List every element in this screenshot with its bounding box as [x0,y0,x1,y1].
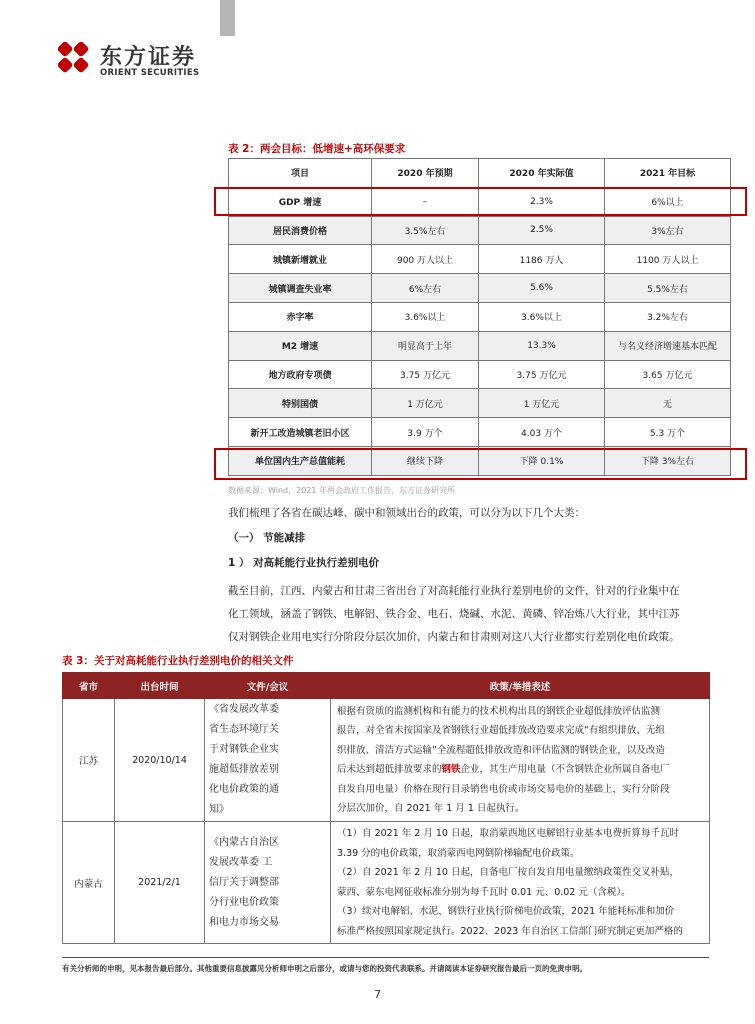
table3-header: 省市 [63,673,115,699]
table2-item-cell: 特别国债 [229,389,372,418]
table3-row-neimenggu [63,822,710,944]
policy-line: 报告，对全省未按国家及省钢铁行业超低排放改造要求完成“有组织排放、无组 [337,725,665,736]
table2-header: 2020 年实际值 [479,159,605,188]
table3 [62,672,710,944]
table2-value-cell: 5.6% [479,274,605,303]
table2-value-cell: 3.5%左右 [372,216,479,245]
policy-line: 织排放、清洁方式运输”全流程超低排放改造和评估监测的钢铁企业，以及改造 [337,744,665,756]
table2-title: 表 2：两会目标：低增速+高环保要求 [228,143,406,155]
table3-row-jiangsu [63,699,710,822]
table2-item-cell: M2 增速 [229,331,372,360]
table2-value-cell: 3.6%以上 [479,302,605,331]
table2-value-cell: 13.3% [479,331,605,360]
document-line: 分行业电价政策 [209,896,279,908]
table2-value-cell: 无 [605,389,731,418]
table2-value-cell: 6%以上 [605,187,731,216]
table2-value-cell: 下降 3%左右 [605,446,731,475]
policy-line: 根据有资质的监测机构和有能力的技术机构出具的钢铁企业超低排放评估监测 [337,705,661,717]
document-line: 发展改革委 工 [209,856,273,868]
policy-cell [331,822,710,944]
policy-line: 自发自用电量）价格在现行目录销售电价或市场交易电价的基础上，实行分阶段 [337,783,670,795]
table2-header: 2020 年预期 [372,159,479,188]
table2-item-cell: 城镇调查失业率 [229,274,372,303]
table2-value-cell: 3%左右 [605,216,731,245]
brand-logo [54,38,224,82]
energy-highlight-box [214,448,747,480]
subsection-heading: 1 ） 对高耗能行业执行差别电价 [228,557,380,569]
table2-value-cell: 3.6%以上 [372,302,479,331]
policy-line: 蒙西、蒙东电网征收标准分别为每千瓦时 0.01 元、0.02 元（含税）。 [337,886,631,898]
document-line: 和电力市场交易 [209,916,279,928]
table3-header: 文件/会议 [205,673,331,699]
table2-item-cell: 单位国内生产总值能耗 [229,446,372,475]
table2-value-cell: 6%左右 [372,274,479,303]
policy-text: 后未达到超低排放要求的 [337,764,442,775]
table2-value-cell: 与名义经济增速基本匹配 [605,331,731,360]
province-cell: 江苏 [63,699,115,822]
table2-row [229,245,731,274]
body-paragraph-line: 截至目前，江西、内蒙古和甘肃三省出台了对高耗能行业执行差别电价的文件，针对的行业集中在 [228,585,680,597]
table2-header: 项目 [229,159,372,188]
document-line: 化电价政策的通 [209,784,279,795]
header-gray-bar [220,0,235,36]
intro-paragraph: 我们梳理了各省在碳达峰、碳中和领域出台的政策，可以分为以下几个大类： [228,507,585,519]
footer-disclaimer: 有关分析师的申明，见本报告最后部分。其他重要信息披露见分析师申明之后部分，或请与您的投资代表联系。并请阅读本证券研究报告最后一页的免责申明。 [62,964,587,973]
policy-line: 标准严格按照国家规定执行。2022、2023 年自治区工信部门研究制定更加严格的 [337,925,683,937]
table3-header: 出台时间 [115,673,205,699]
page-number: 7 [374,988,381,1001]
table2-row [229,331,731,360]
logo-chinese-name: 东方证券 [100,45,197,70]
document-cell [205,699,331,822]
policy-text: 企业，其生产用电量（不含钢铁企业所属自备电厂 [460,764,670,775]
policy-line: 分层次加价，自 2021 年 1 月 1 日起执行。 [337,803,525,814]
policy-line: （3）续对电解铝、水泥、钢铁行业执行阶梯电价政策，2021 年能耗标准和加价 [337,906,675,917]
document-line: 省生态环境厅关 [209,724,279,735]
footer-divider [62,957,709,958]
orient-logo-icon [54,38,92,76]
table2-value-cell: 5.5%左右 [605,274,731,303]
table2-value-cell: 3.2%左右 [605,302,731,331]
table2-row [229,418,731,447]
policy-cell [331,699,710,822]
table2-value-cell: 1100 万人以上 [605,245,731,274]
date-cell: 2021/2/1 [115,822,205,944]
table2-row [229,360,731,389]
document-line: 信厅关于调整部 [209,876,279,888]
table2-item-cell: 城镇新增就业 [229,245,372,274]
document-line: 知》 [209,804,229,815]
table2-value-cell: 3.75 万亿元 [479,360,605,389]
document-line: 于对钢铁企业实 [209,744,279,755]
logo-english-name: ORIENT SECURITIES [100,68,200,78]
table2-value-cell: 3.75 万亿元 [372,360,479,389]
highlighted-keyword: 钢铁 [441,764,461,775]
table2-item-cell: 居民消费价格 [229,216,372,245]
table2-value-cell: 2.3% [479,187,605,216]
table3-title: 表 3：关于对高耗能行业执行差别电价的相关文件 [62,655,294,667]
table2-item-cell: GDP 增速 [229,187,372,216]
document-cell [205,822,331,944]
table2-value-cell: 4.03 万个 [479,418,605,447]
section-heading: （一） 节能减排 [228,532,306,544]
table2-header: 2021 年目标 [605,159,731,188]
table3-header: 政策/举措表述 [331,673,710,699]
province-cell: 内蒙古 [63,822,115,944]
table2-value-cell: 1 万亿元 [479,389,605,418]
table2-value-cell: 3.65 万亿元 [605,360,731,389]
table2-value-cell: 1 万亿元 [372,389,479,418]
policy-line: （2）自 2021 年 2 月 10 日起，自备电厂按自发自用电量缴纳政策性交叉补贴， [337,867,679,878]
table2-value-cell: 继续下降 [372,446,479,475]
gdp-highlight-box [214,187,747,216]
table2-row [229,389,731,418]
table2-item-cell: 新开工改造城镇老旧小区 [229,418,372,447]
body-paragraph-line: 仅对钢铁企业用电实行分阶段分层次加价，内蒙古和甘肃则对这八大行业都实行差别化电价政策。 [228,631,680,643]
table2-value-cell: – [372,187,479,216]
table2-header-row [229,159,731,188]
table3-header-row [63,673,710,699]
table2-row [229,302,731,331]
table2-value-cell: 5.3 万个 [605,418,731,447]
table2-source: 数据来源：Wind，2021 年两会政府工作报告，东方证券研究所 [228,486,456,495]
table2-value-cell: 2.5% [479,216,605,245]
policy-line: 3.39 分的电价政策，取消蒙西电网倒阶梯输配电价政策。 [337,847,580,859]
document-line: 《省发展改革委 [209,704,279,715]
table2-row [229,274,731,303]
policy-line: （1）自 2021 年 2 月 10 日起，取消蒙西地区电解铝行业基本电费折算每千瓦时 [337,828,679,839]
document-line: 施超低排放差别 [209,764,279,775]
table2-value-cell: 下降 0.1% [479,446,605,475]
document-line: 《内蒙古自治区 [209,836,279,848]
table2-row [229,216,731,245]
date-cell: 2020/10/14 [115,699,205,822]
table2-value-cell: 1186 万人 [479,245,605,274]
table2-value-cell: 3.9 万个 [372,418,479,447]
body-paragraph-line: 化工领域，涵盖了钢铁、电解铝、铁合金、电石、烧碱、水泥、黄磷、锌冶炼八大行业，其中江苏 [228,608,680,620]
table2-value-cell: 900 万人以上 [372,245,479,274]
table2-value-cell: 明显高于上年 [372,331,479,360]
table2-item-cell: 地方政府专项债 [229,360,372,389]
table2-item-cell: 赤字率 [229,302,372,331]
policy-line [337,760,703,780]
